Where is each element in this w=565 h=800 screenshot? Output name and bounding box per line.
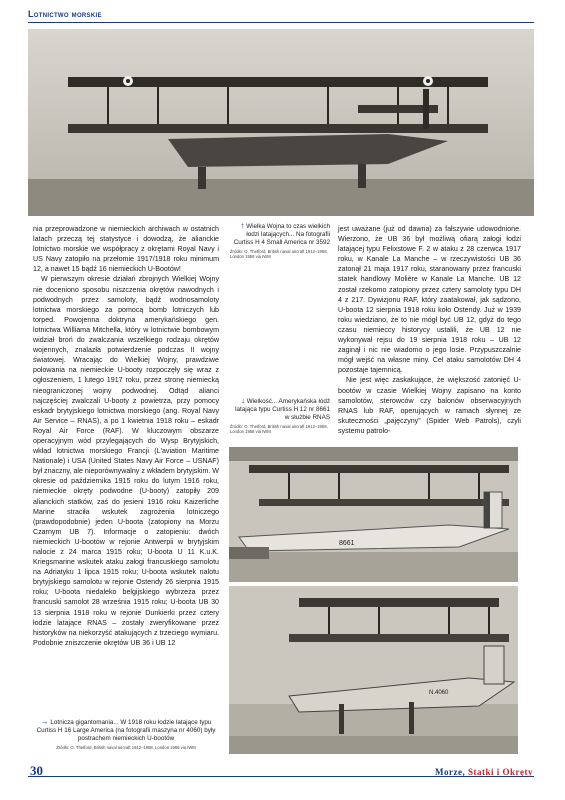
caption-middle-source: Źródło: O. Thetford, British naval aircraft 1912–1958, London 1958 via IWM (230, 423, 328, 435)
caption-top (230, 222, 330, 259)
magazine-name-part1: Morze, (435, 767, 468, 777)
caption-bottom (33, 718, 219, 750)
magazine-name (435, 767, 533, 777)
caption-top-source: Źródło: O. Thetford, British naval aircraft 1912–1958, London 1958 via IWM (230, 248, 328, 260)
arrow-right-icon: → (40, 717, 49, 726)
caption-middle-text: Wielkość... Amerykańska łódź latająca typu Curtiss H 12 nr 8661 w służbie RNAS (235, 398, 330, 422)
section-title: Lotnictwo morskie (28, 9, 102, 19)
caption-bottom-text: Lotnicza gigantomania... W 1918 roku łodzie latające typu Curtiss H 16 Large America (na fotografii maszyna nr 4060) były postrachem niemieckich U-bootów (36, 719, 216, 743)
hull-serial-text: 8661 (339, 540, 355, 547)
caption-top-text: Wielka Wojna to czas wielkich łodzi latających... Na fotografii Curtiss H 4 Small America nr 3592 (233, 223, 330, 247)
article-paragraph: Nie jest więc zaskakujące, że większość zatonięć U-bootów w czasie Wielkiej Wojny zapisano na konto samolotów, sterowców czy balonów obserwacyjnych RNAS lub RAF, operujących w ramach słynnej ze skuteczności „pajęczyny” (Spider Web Patrols), czyli systemu patrolo- (338, 376, 521, 435)
article-column-1 (33, 224, 219, 648)
magazine-name-part2: Statki i Okręty (468, 767, 533, 777)
article-column-3 (338, 224, 521, 436)
article-paragraph: W pierwszym okresie działań zbrojnych Wielkiej Wojny nie doceniono sposobu niszczenia okrętów nawodnych i podwodnych przez samoloty, bądź wodnosamoloty lotnictwa morskiego za pomocą bomb lotniczych lub torped. Powojenna doktryna amerykańskiego gen. lotnictwa Williama Mitchella, który w lotnictwie bombowym widział broń do zwalczania wszelkiego rodzaju okrętów wojennych, znalazła potwierdzenie podczas II wojny światowej. Wracając do Wielkiej Wojny, prawdziwe polowania na niemieckie U-booty rozpoczęły się wraz z ogłoszeniem, 1 lutego 1917 roku, przez stronę niemiecką nieograniczonej wojny podwodnej. Odtąd alianci najczęściej zwalczali U-booty z powietrza, przy pomocy eskadr brytyjskiego lotnictwa morskiego (ang. Royal Navy Air Service – RNAS), a po 1 kwietnia 1918 roku – eskadr Royal Air Force (RAF). W kluczowym obszarze operacyjnym wód przylegających do Wysp Brytyjskich, wkład lotnictwa morskiego Francji (L'aviation Maritime Nationale) i USA (United States Navy Air Force – USNAF) był znaczny, ale nieporównywalny z wkładem brytyjskim. W okresie od października 1915 roku do lutym 1916 roku, niemieckie okręty podwodne (U-booty) zatopiły 209 alianckich statków, zaś do jesieni 1916 roku Kaizerliche Marine straciła wskutek zagrożenia lotniczego (prawdopodobnie) jeden U-boota (zatopiony na Morzu Czarnym UB 7). Informacje o zatopieniu: dwóch niemieckich U-bootów w rejonie Antwerpii w brytyjskim nalocie z 24 marca 1915 roku; U-boota U 11 K.u.K. Kriegsmarine wskutek ataku załogi francuskiego samolotu na Adriatyku 1 lipca 1915 roku; U-boota wskutek nalotu brytyjskiego samolotu w rejonie Ostendy 26 sierpnia 1915 roku; U-boota niedaleko belgijskiego wybrzeża przez francuski samolot 28 września 1915 roku; U-boota UB 30 13 sierpnia 1918 roku w rejonie Dunkierki przez cztery łodzie latające RNAS – zostały zweryfikowane przez historyków na niekorzyść atakujących z trzeciego wymiaru. Podobnie zniszczenie okrętów UB 36 i UB 12 (33, 275, 219, 647)
section-header (28, 9, 534, 23)
header-rule (28, 22, 534, 23)
caption-bottom-source: Źródło: O. Thetford, British naval aircraft 1912–1958, London 1958 via IWM (56, 744, 196, 750)
arrow-up-icon: ↑ (240, 221, 245, 230)
page-number: 30 (30, 763, 43, 778)
photo-curtiss-h16 (229, 586, 518, 754)
photo-curtiss-h12 (229, 447, 518, 582)
article-paragraph: jest uważane (już od dawna) za fałszywie udowodnione. Wierzono, że UB 36 był możliwą ofiarą załogi łodzi latającej typu Felixstowe F. 2 w ataku z 28 czerwca 1917 roku, w Kanale La Manche – w rzeczywistości UB 36 zatonął 21 maja 1917 roku, staranowany przez francuski statek handlowy Molière w Kanale La Manche. UB 12 został rzekomo zatopiony przez cztery samoloty typu DH 4 z 217. Dywizjonu RAF, który zaatakował, jak sądzono, U-boota 12 sierpnia 1918 roku koło Ostendy. Już w 1939 roku wiedziano, że to nie mógł być UB 12, gdyż do tego czasu niemieccy historycy ustalili, że UB 12 nie wykonywał rejsu do 19 sierpnia 1918 roku – UB 12 zaginął i nic nie wiadomo o jego losie. Przypuszczalnie mógł wejść na własne miny. Cel ataku samolotów DH 4 pozostaje tajemnicą. (338, 225, 521, 375)
photo-curtiss-h4 (28, 29, 534, 216)
hull-serial-text: N.4060 (429, 690, 449, 696)
arrow-down-icon: ↓ (240, 396, 245, 405)
article-paragraph: nia przeprowadzone w niemieckich archiwach w ostatnich latach przeczą tej statystyce i dowodzą, że alianckie lotnictwo morskie we współpracy z okrętami Royal Navy i US Navy zatopiło na przełomie 1917/1918 roku minimum 12, a nawet 15 bądź 16 niemieckich U-Bootów! (33, 225, 219, 274)
caption-middle (230, 397, 330, 434)
